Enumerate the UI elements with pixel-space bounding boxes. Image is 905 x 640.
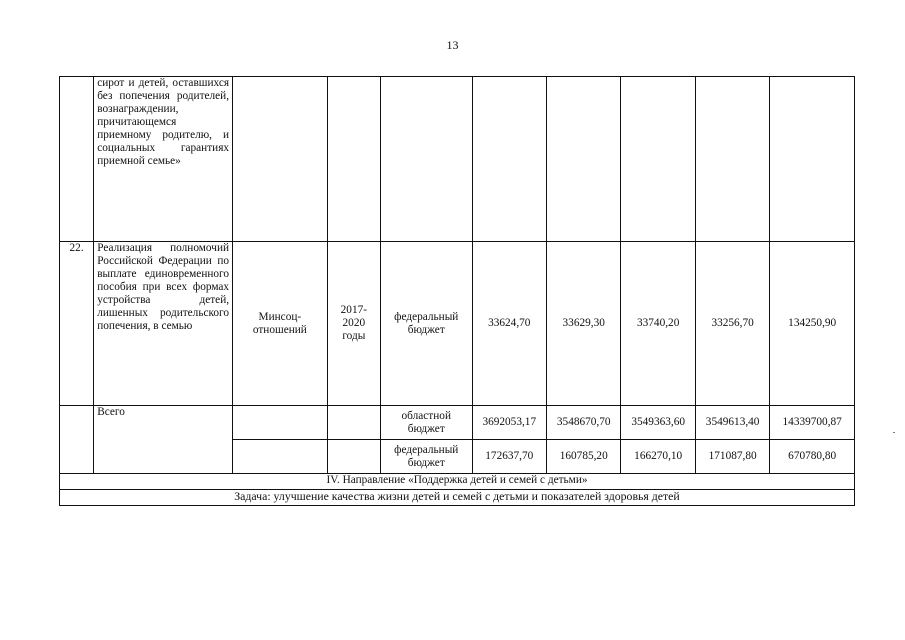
page-number: 13 xyxy=(446,38,459,52)
total-label: Всего xyxy=(94,406,233,474)
value-2018: 3548670,70 xyxy=(547,406,621,440)
value-2017: 33624,70 xyxy=(472,242,546,406)
program-table xyxy=(59,76,855,506)
section-row xyxy=(60,474,855,490)
item-number: 22. xyxy=(60,242,94,406)
table-row-22 xyxy=(60,242,855,406)
value-2020: 3549613,40 xyxy=(695,406,769,440)
value-2019: 3549363,60 xyxy=(621,406,695,440)
executor: Минсоц-отношений xyxy=(233,242,328,406)
funding-source: областной бюджет xyxy=(380,406,472,440)
item-name: Реализация полномочий Российской Федерации по выплате единовременного пособия при всех формах устройства детей, лишенных родительского попечения, в семью xyxy=(94,242,233,406)
item-name-continuation: сирот и детей, оставшихся без попечения родителей, вознаграждении, причитающемся приемному родителю, и социальных гарантиях приемной семье» xyxy=(94,77,233,242)
value-2018: 33629,30 xyxy=(547,242,621,406)
funding-source: федеральный бюджет xyxy=(380,242,472,406)
value-total: 14339700,87 xyxy=(770,406,855,440)
task-title: Задача: улучшение качества жизни детей и семей с детьми и показателей здоровья детей xyxy=(60,490,855,506)
table-row-continuation xyxy=(60,77,855,242)
value-2020: 171087,80 xyxy=(695,440,769,474)
value-2017: 3692053,17 xyxy=(472,406,546,440)
value-2019: 166270,10 xyxy=(621,440,695,474)
table-row-total-regional xyxy=(60,406,855,440)
value-2019: 33740,20 xyxy=(621,242,695,406)
value-2018: 160785,20 xyxy=(547,440,621,474)
value-2017: 172637,70 xyxy=(472,440,546,474)
scan-speck xyxy=(893,432,895,433)
funding-source: федеральный бюджет xyxy=(380,440,472,474)
section-title: IV. Направление «Поддержка детей и семей с детьми» xyxy=(60,474,855,490)
task-row xyxy=(60,490,855,506)
years: 2017-2020 годы xyxy=(327,242,380,406)
value-2020: 33256,70 xyxy=(695,242,769,406)
value-total: 134250,90 xyxy=(770,242,855,406)
value-total: 670780,80 xyxy=(770,440,855,474)
